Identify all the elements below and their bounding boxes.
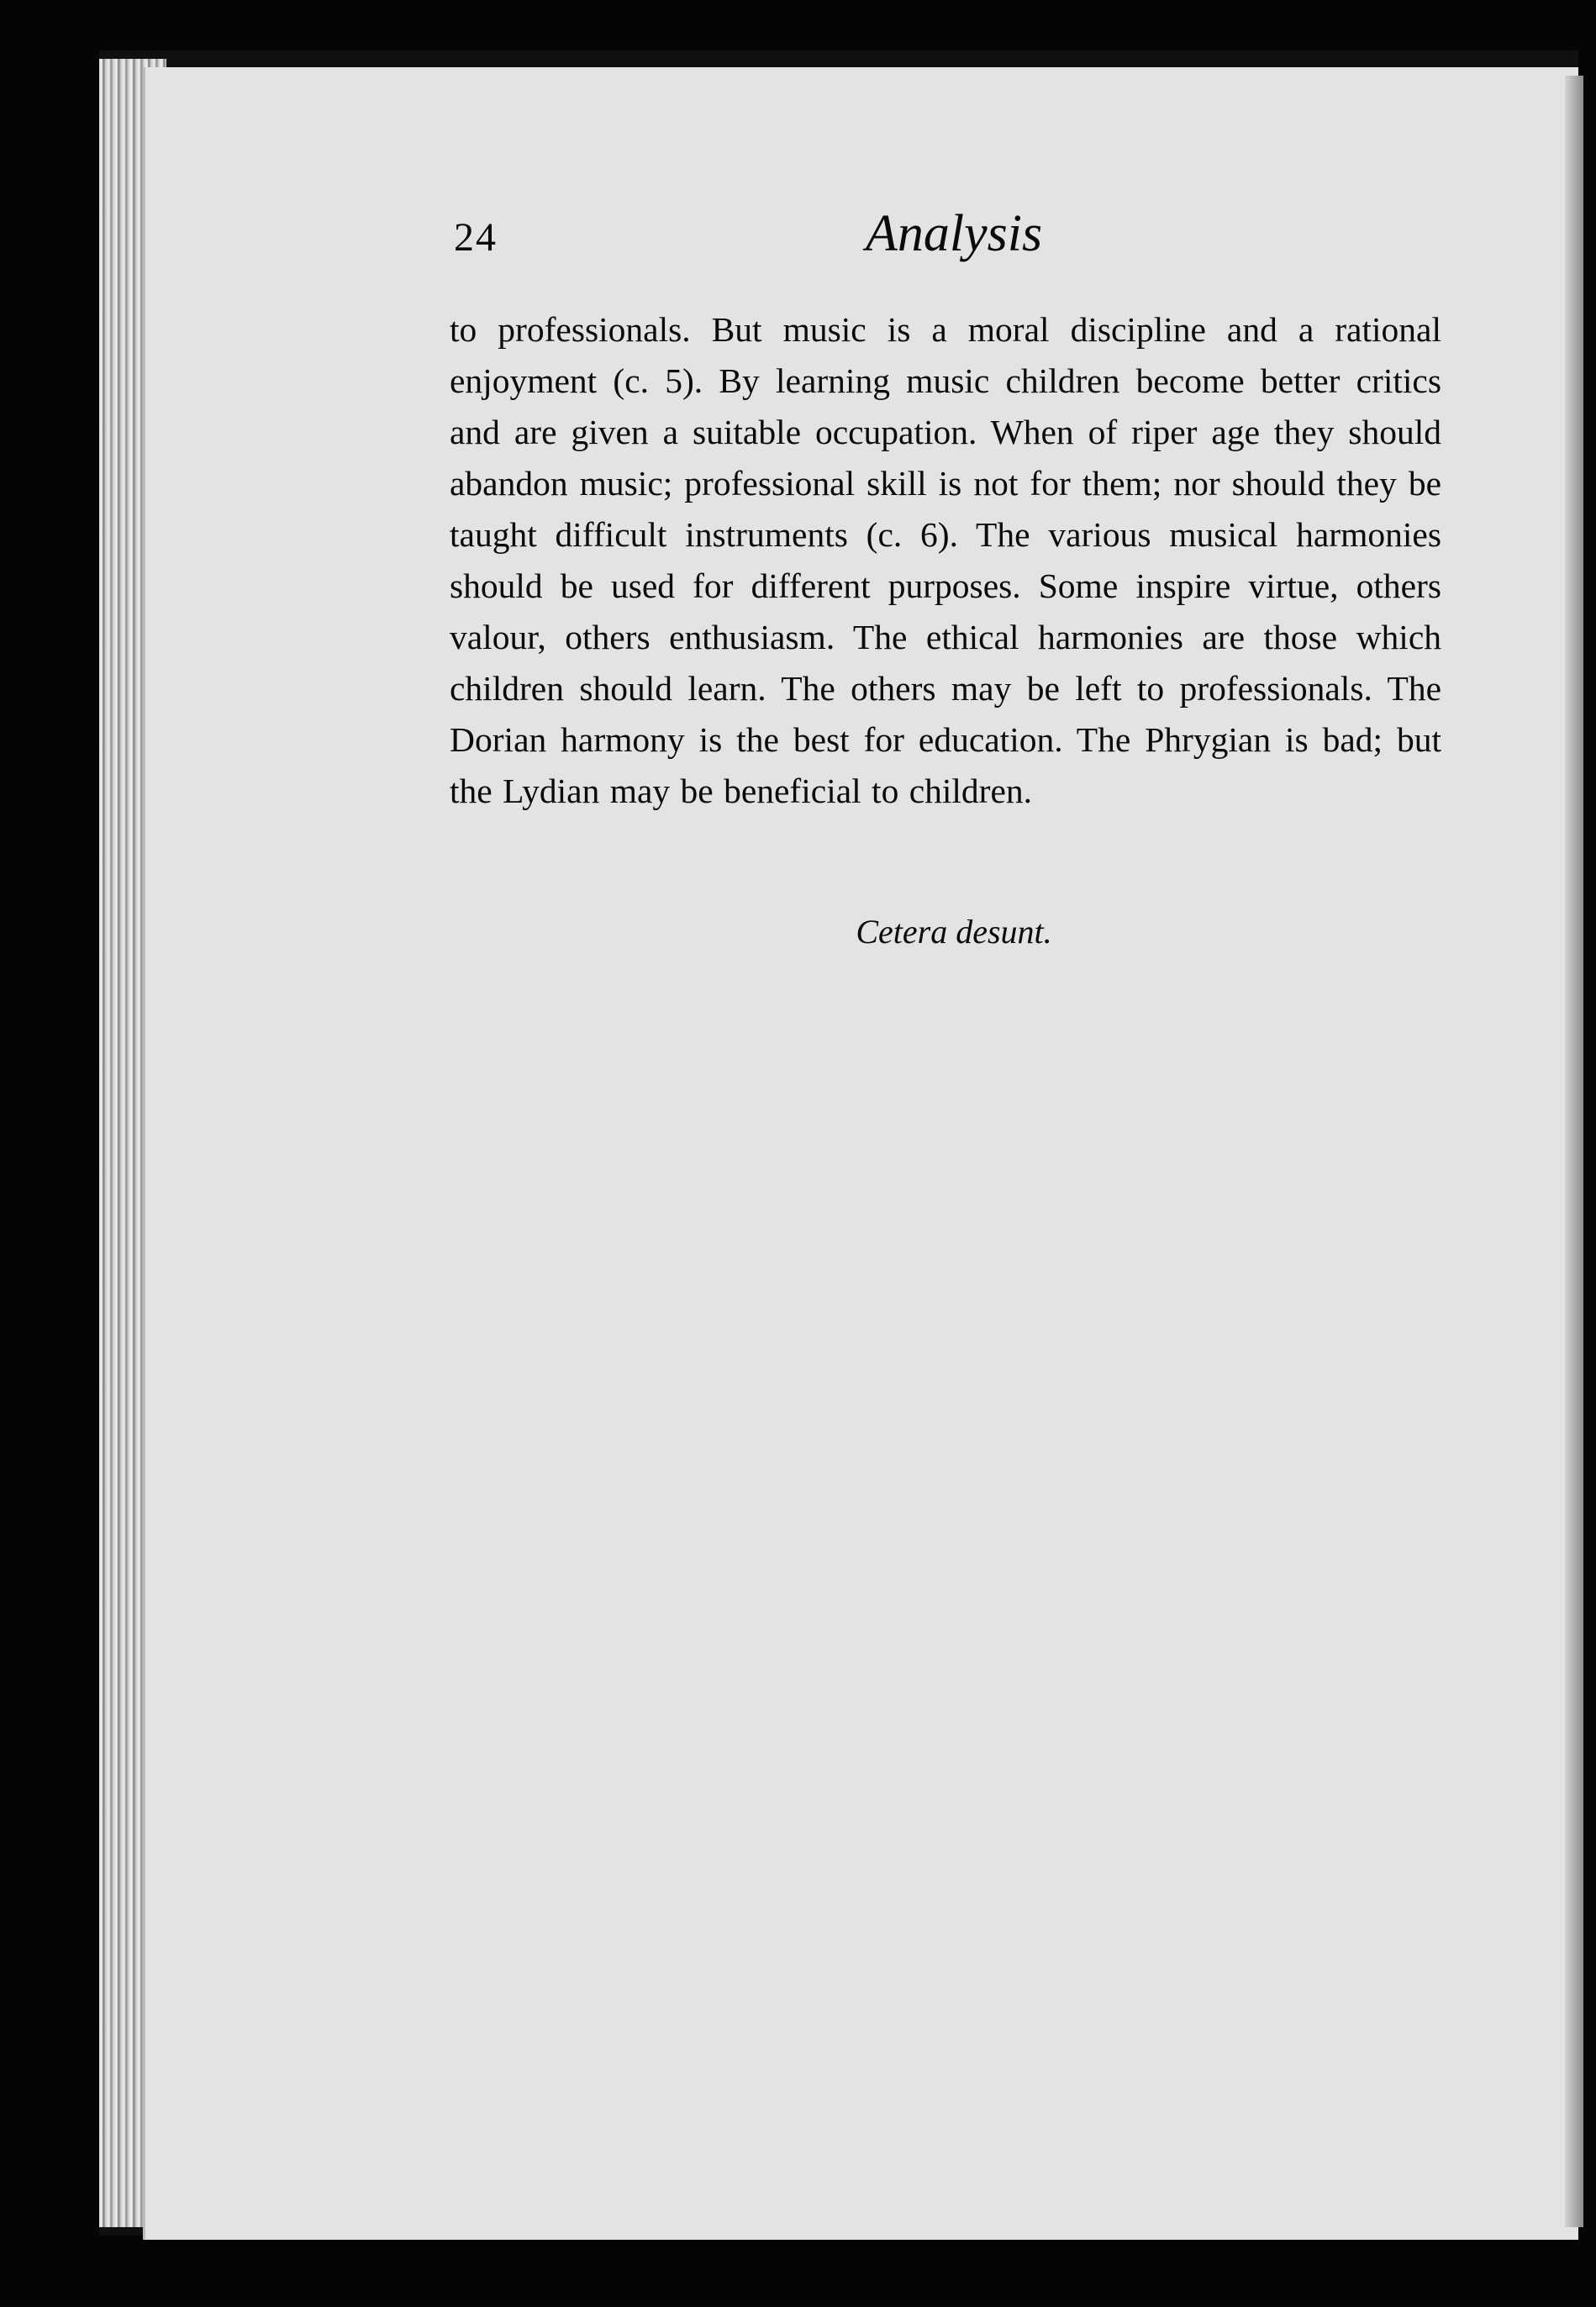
body-paragraph: to professionals. But music is a moral discipline and a rational enjoyment (c. 5). By learning music children become better critics and are given a suitable occupation. When of riper age they should abandon music; professional skill is not for them; nor should they be taught difficult instruments (c. 6). The various musical harmonies should be used for different purposes. Some inspire virtue, others valour, others enthusiasm. The ethical harmonies are those which children should learn. The others may be left to professionals. The Dorian harmony is the best for education. The Phrygian is bad; but the Lydian may be beneficial to children.: [450, 310, 1441, 810]
page-header: [454, 205, 1454, 282]
right-page-edge: [1565, 76, 1583, 2227]
running-head: Analysis: [866, 205, 1043, 262]
page-number: 24: [454, 215, 498, 260]
closing-note: Cetera desunt.: [856, 913, 1052, 951]
